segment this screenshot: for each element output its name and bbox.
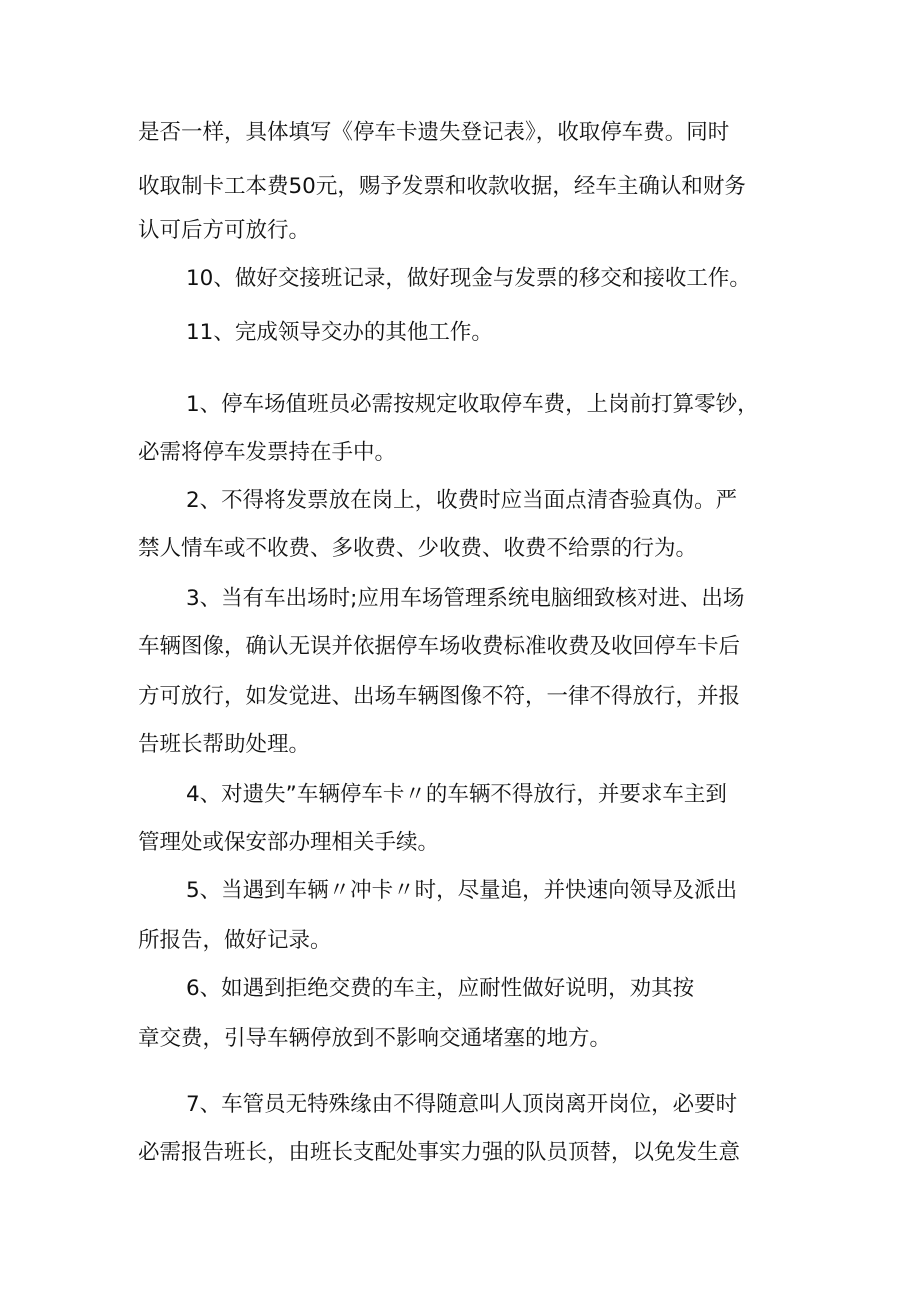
text-line: 6、如遇到拒绝交费的车主，应耐性做好说明，劝其按 <box>186 976 695 1001</box>
text-line: 章交费，引导车辆停放到不影响交通堵塞的地方。 <box>138 1026 612 1051</box>
text-line: 5、当遇到车辆〃冲卡〃时，尽量追，并快速向领导及派出 <box>186 878 738 903</box>
text-line: 禁人情车或不收费、多收费、少收费、收费不给票的行为。 <box>138 536 698 561</box>
text-line: 认可后方可放行。 <box>138 218 311 243</box>
text-line: 收取制卡工本费50元，赐予发票和收款收据，经车主确认和财务 <box>138 174 746 199</box>
text-line: 必需报告班长，由班长支配处事实力强的队员顶替，以免发生意 <box>138 1140 741 1165</box>
text-line: 车辆图像，确认无误并依据停车场收费标准收费及收回停车卡后 <box>138 634 741 659</box>
text-line: 是否一样，具体填写《停车卡遗失登记表》，收取停车费。同时 <box>138 120 730 145</box>
text-line: 1、停车场值班员必需按规定收取停车费，上岗前打算零钞， <box>186 392 759 417</box>
text-line: 方可放行，如发觉进、出场车辆图像不符，一律不得放行，并报 <box>138 684 741 709</box>
text-line: 10、做好交接班记录，做好现金与发票的移交和接收工作。 <box>186 266 751 291</box>
text-line: 必需将停车发票持在手中。 <box>138 440 397 465</box>
text-line: 11、完成领导交办的其他工作。 <box>186 320 493 345</box>
text-line: 4、对遗失”车辆停车卡〃的车辆不得放行，并要求车主到 <box>186 782 727 807</box>
text-line: 3、当有车出场时;应用车场管理系统电脑细致核对进、出场 <box>186 586 745 611</box>
text-line: 告班长帮助处理。 <box>138 732 311 757</box>
text-line: 7、车管员无特殊缘由不得随意叫人顶岗离开岗位，必要时 <box>186 1092 738 1117</box>
text-line: 2、不得将发票放在岗上，收费时应当面点清杳验真伪。严 <box>186 488 738 513</box>
text-line: 所报告，做好记录。 <box>138 928 332 953</box>
text-line: 管理处或保安部办理相关手续。 <box>138 830 440 855</box>
